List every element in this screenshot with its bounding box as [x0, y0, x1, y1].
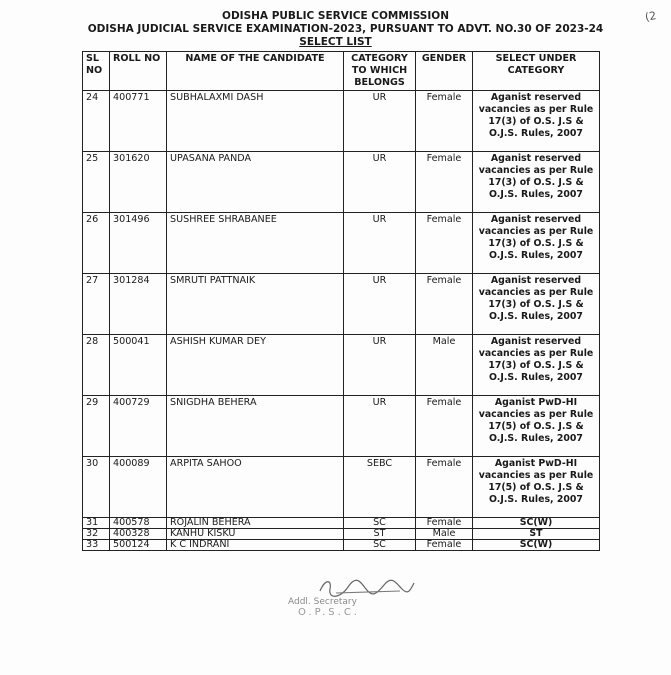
- sl-no-cell: 28: [83, 335, 110, 396]
- sl-no-cell: 31: [83, 518, 110, 529]
- commission-title: ODISHA PUBLIC SERVICE COMMISSION: [222, 10, 449, 22]
- header-sl-no: SL NO: [83, 52, 110, 91]
- roll-no-cell: 301496: [110, 213, 167, 274]
- table-row: [83, 396, 600, 457]
- gender-cell: Female: [416, 457, 473, 518]
- candidate-name-cell: SUSHREE SHRABANEE: [167, 213, 344, 274]
- sl-no-cell: 29: [83, 396, 110, 457]
- sl-no-cell: 25: [83, 152, 110, 213]
- sl-no-cell: 26: [83, 213, 110, 274]
- roll-no-cell: 500041: [110, 335, 167, 396]
- select-list-table: [82, 51, 600, 551]
- sl-no-cell: 30: [83, 457, 110, 518]
- sl-no-cell: 33: [83, 540, 110, 551]
- table-row: [83, 457, 600, 518]
- roll-no-cell: 400771: [110, 91, 167, 152]
- select-under-cell: Aganist reserved vacancies as per Rule 17(3) of O.S. J.S & O.J.S. Rules, 2007: [473, 335, 600, 396]
- candidate-name-cell: ARPITA SAHOO: [167, 457, 344, 518]
- select-under-cell: SC(W): [473, 518, 600, 529]
- candidate-name-cell: SNIGDHA BEHERA: [167, 396, 344, 457]
- roll-no-cell: 400729: [110, 396, 167, 457]
- roll-no-cell: 301620: [110, 152, 167, 213]
- select-under-cell: Aganist reserved vacancies as per Rule 17(3) of O.S. J.S & O.J.S. Rules, 2007: [473, 152, 600, 213]
- table-row: [83, 335, 600, 396]
- gender-cell: Female: [416, 540, 473, 551]
- gender-cell: Male: [416, 335, 473, 396]
- candidate-name-cell: ASHISH KUMAR DEY: [167, 335, 344, 396]
- select-under-cell: Aganist reserved vacancies as per Rule 17(3) of O.S. J.S & O.J.S. Rules, 2007: [473, 213, 600, 274]
- exam-title: ODISHA JUDICIAL SERVICE EXAMINATION-2023, PURSUANT TO ADVT. NO.30 OF 2023-24: [87, 23, 604, 35]
- table-row: [83, 518, 600, 529]
- select-under-cell: Aganist reserved vacancies as per Rule 17(3) of O.S. J.S & O.J.S. Rules, 2007: [473, 91, 600, 152]
- signatory-designation: Addl. Secretary: [288, 597, 357, 607]
- roll-no-cell: 400089: [110, 457, 167, 518]
- category-cell: SC: [344, 518, 416, 529]
- candidate-name-cell: ROJALIN BEHERA: [167, 518, 344, 529]
- sl-no-cell: 24: [83, 91, 110, 152]
- candidate-name-cell: SMRUTI PATTNAIK: [167, 274, 344, 335]
- table-header-row: [83, 52, 600, 91]
- header-candidate-name: NAME OF THE CANDIDATE: [167, 52, 344, 91]
- sl-no-cell: 32: [83, 529, 110, 540]
- category-cell: UR: [344, 396, 416, 457]
- select-under-cell: ST: [473, 529, 600, 540]
- gender-cell: Male: [416, 529, 473, 540]
- header-category: CATEGORY TO WHICH BELONGS: [344, 52, 416, 91]
- gender-cell: Female: [416, 518, 473, 529]
- roll-no-cell: 500124: [110, 540, 167, 551]
- category-cell: UR: [344, 152, 416, 213]
- candidate-name-cell: K C INDRANI: [167, 540, 344, 551]
- select-under-cell: Aganist reserved vacancies as per Rule 17(3) of O.S. J.S & O.J.S. Rules, 2007: [473, 274, 600, 335]
- category-cell: UR: [344, 335, 416, 396]
- page-number: (2: [643, 9, 658, 24]
- table-row: [83, 529, 600, 540]
- select-list-title: SELECT LIST: [299, 36, 372, 48]
- header-roll-no: ROLL NO: [110, 52, 167, 91]
- gender-cell: Female: [416, 91, 473, 152]
- table-row: [83, 540, 600, 551]
- candidate-name-cell: KANHU KISKU: [167, 529, 344, 540]
- roll-no-cell: 400328: [110, 529, 167, 540]
- select-under-cell: Aganist PwD-HI vacancies as per Rule 17(5) of O.S. J.S & O.J.S. Rules, 2007: [473, 396, 600, 457]
- gender-cell: Female: [416, 396, 473, 457]
- header-gender: GENDER: [416, 52, 473, 91]
- select-under-cell: Aganist PwD-HI vacancies as per Rule 17(5) of O.S. J.S & O.J.S. Rules, 2007: [473, 457, 600, 518]
- category-cell: SEBC: [344, 457, 416, 518]
- table-row: [83, 213, 600, 274]
- category-cell: UR: [344, 274, 416, 335]
- sl-no-cell: 27: [83, 274, 110, 335]
- table-row: [83, 152, 600, 213]
- document-header: [0, 10, 671, 49]
- candidate-name-cell: SUBHALAXMI DASH: [167, 91, 344, 152]
- gender-cell: Female: [416, 213, 473, 274]
- roll-no-cell: 301284: [110, 274, 167, 335]
- roll-no-cell: 400578: [110, 518, 167, 529]
- candidate-name-cell: UPASANA PANDA: [167, 152, 344, 213]
- category-cell: UR: [344, 91, 416, 152]
- office-seal: O.P.S.C.: [298, 607, 360, 618]
- header-select-under: SELECT UNDER CATEGORY: [473, 52, 600, 91]
- table-row: [83, 91, 600, 152]
- gender-cell: Female: [416, 274, 473, 335]
- category-cell: ST: [344, 529, 416, 540]
- table-row: [83, 274, 600, 335]
- category-cell: SC: [344, 540, 416, 551]
- category-cell: UR: [344, 213, 416, 274]
- select-under-cell: SC(W): [473, 540, 600, 551]
- signature-block: [280, 575, 440, 625]
- gender-cell: Female: [416, 152, 473, 213]
